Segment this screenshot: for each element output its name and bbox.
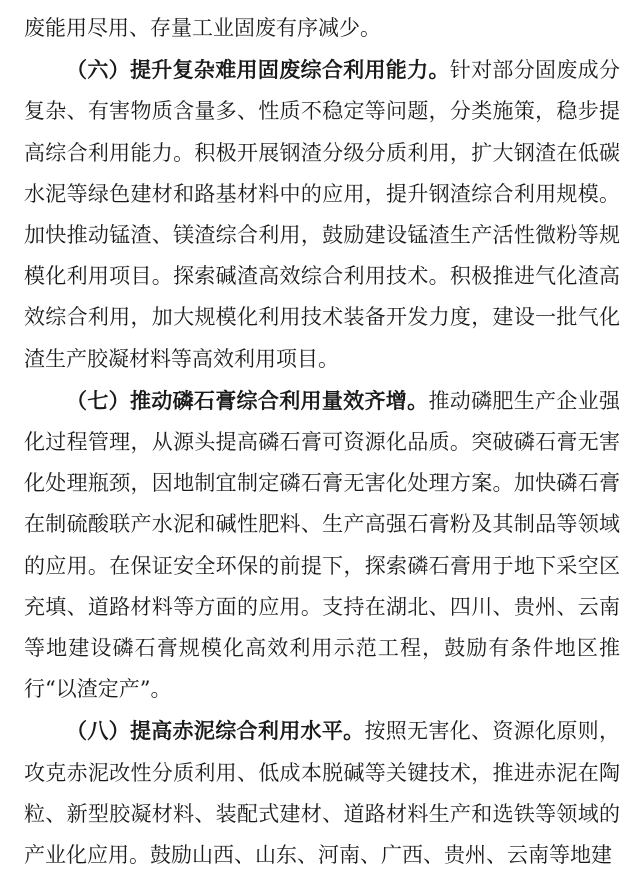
paragraph-section-8 [24, 710, 620, 876]
section-heading: （六）提升复杂难用固废综合利用能力。 [66, 57, 450, 83]
paragraph-body: 废能用尽用、存量工业固废有序减少。 [24, 16, 381, 40]
section-heading: （七）推动磷石膏综合利用量效齐增。 [66, 387, 429, 413]
paragraph-continued [24, 8, 620, 49]
section-heading: （八）提高赤泥综合利用水平。 [66, 718, 365, 744]
paragraph-section-6 [24, 49, 620, 380]
paragraph-body: 推动磷肥生产企业强化过程管理，从源头提高磷石膏可资源化品质。突破磷石膏无害化处理瓶颈，因地制宜制定磷石膏无害化处理方案。加快磷石膏在制硫酸联产水泥和碱性肥料、生产高强石膏粉及其制品等领域的应用。在保证安全环保的前提下，探索磷石膏用于地下采空区充填、道路材料等方面的应用。支持在湖北、四川、贵州、云南等地建设磷石膏规模化高效利用示范工程，鼓励有条件地区推行“以渣定产”。 [24, 388, 621, 702]
paragraph-section-7 [24, 380, 620, 711]
paragraph-body: 针对部分固废成分复杂、有害物质含量多、性质不稳定等问题，分类施策，稳步提高综合利用能力。积极开展钢渣分级分质利用，扩大钢渣在低碳水泥等绿色建材和路基材料中的应用，提升钢渣综合利用规模。加快推动锰渣、镁渣综合利用，鼓励建设锰渣生产活性微粉等规模化利用项目。探索碱渣高效综合利用技术。积极推进气化渣高效综合利用，加大规模化利用技术装备开发力度，建设一批气化渣生产胶凝材料等高效利用项目。 [24, 58, 621, 371]
paragraph-body: 按照无害化、资源化原则，攻克赤泥改性分质利用、低成本脱碱等关键技术，推进赤泥在陶粒、新型胶凝材料、装配式建材、道路材料生产和选铁等领域的产业化应用。鼓励山西、山东、河南、广西、贵州、云南等地建 [24, 719, 621, 868]
